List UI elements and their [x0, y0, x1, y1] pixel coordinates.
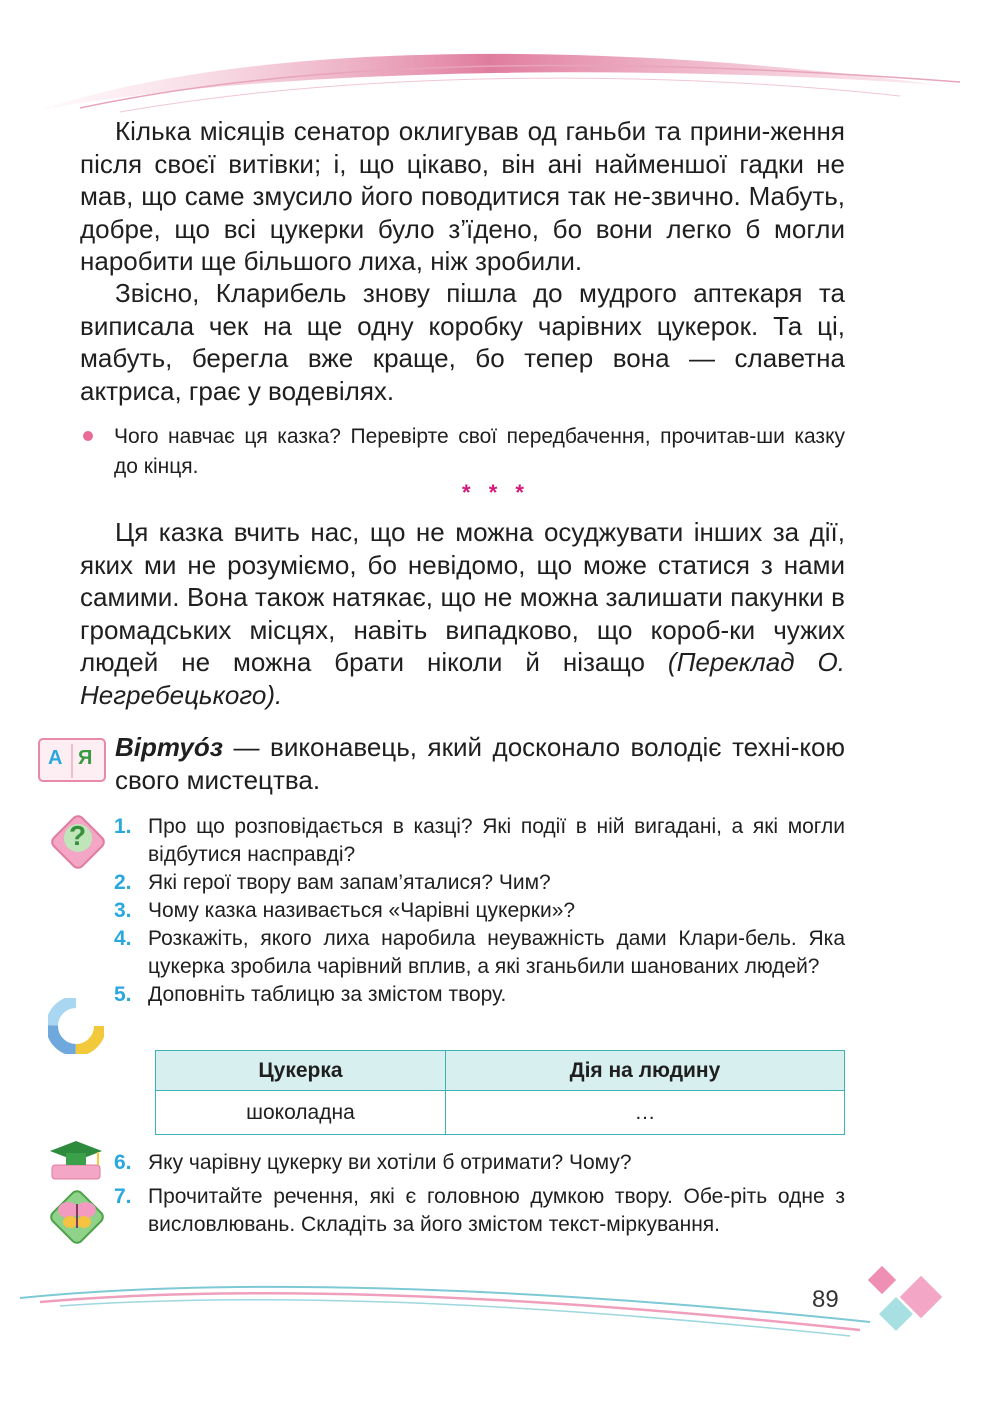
- vocabulary-term: Віртуóз: [115, 732, 223, 762]
- question-number: 5.: [114, 983, 132, 1006]
- dictionary-letter-ya: Я: [78, 747, 93, 769]
- question-text: Чому казка називається «Чарівні цукерки»?: [148, 899, 576, 922]
- bullet-question: [80, 422, 845, 482]
- bullet-text: Чого навчає ця казка? Перевірте свої передбачення, прочитав-ши казку до кінця.: [114, 425, 845, 478]
- translation-citation: (Переклад О. Негребецького).: [80, 647, 845, 710]
- question-mark: ?: [69, 820, 87, 851]
- question-item: [110, 897, 845, 925]
- bullet-dot-icon: [83, 431, 93, 441]
- question-number: 7.: [114, 1185, 132, 1208]
- question-icon: [48, 812, 108, 872]
- question-text: Розкажіть, якого лиха наробила неуважність дами Клари-бель. Яка цукерка зробила чарівний вплив, а які зганьбили шанованих людей?: [148, 927, 845, 978]
- bottom-swoosh-decoration: [0, 1270, 992, 1350]
- question-number: 1.: [114, 815, 132, 838]
- paragraph-1: Кілька місяців сенатор оклигував од ганьби та прини-ження після своєї витівки; і, що цікаво, він ані найменшої гадки не мав, що саме змусило його поводитися так не-звично. Мабуть, добре, що всі цукерки було з’їдено, бо вони легко б могли наробити ще більшого лиха, ніж зробили.: [80, 116, 845, 276]
- questions-list: [110, 813, 845, 1009]
- table-header-effect: Дія на людину: [445, 1051, 844, 1091]
- page-number: 89: [812, 1286, 839, 1313]
- dictionary-letter-a: А: [48, 747, 63, 769]
- vocabulary-definition: [115, 731, 845, 797]
- circle-task-icon: [48, 998, 104, 1054]
- question-number: 6.: [114, 1151, 132, 1174]
- question-item: [110, 1183, 845, 1239]
- butterfly-icon: [46, 1186, 108, 1248]
- question-number: 2.: [114, 871, 132, 894]
- dictionary-icon: [38, 738, 106, 782]
- graduation-cap-icon: [48, 1137, 106, 1185]
- question-number: 4.: [114, 927, 132, 950]
- paragraph-3-text: Ця казка вчить нас, що не можна осуджувати інших за дії, яких ми не розуміємо, бо невідомо, що може статися з нами самими. Вона також натякає, що не можна залишати пакунки в громадських місцях, навіть випадково, що короб-ки чужих людей не можна брати ніколи й нізащо: [80, 517, 845, 677]
- question-text: Які герої твору вам запам’яталися? Чим?: [148, 871, 551, 894]
- candy-table: [155, 1050, 845, 1135]
- question-number: 3.: [114, 899, 132, 922]
- table-header-row: [156, 1051, 845, 1091]
- question-text: Про що розповідається в казці? Які події в ній вигадані, а які могли відбутися насправді?: [148, 815, 845, 866]
- top-swoosh-decoration: [0, 0, 992, 130]
- question-item: [110, 925, 845, 981]
- question-item: [110, 981, 845, 1009]
- question-text: Доповніть таблицю за змістом твору.: [148, 983, 507, 1006]
- table-cell-effect: …: [445, 1091, 844, 1135]
- vocabulary-definition-text: — виконавець, який досконало володіє техні-кою свого мистецтва.: [115, 732, 845, 795]
- question-text: Яку чарівну цукерку ви хотіли б отримати? Чому?: [148, 1151, 632, 1174]
- table-header-candy: Цукерка: [156, 1051, 446, 1091]
- question-item: [110, 813, 845, 869]
- question-text: Прочитайте речення, які є головною думкою твору. Обе-ріть одне з висловлювань. Складіть за його змістом текст-міркування.: [148, 1185, 845, 1236]
- corner-diamonds-decoration: [862, 1262, 962, 1342]
- paragraph-2: Звісно, Кларибель знову пішла до мудрого аптекаря та виписала чек на ще одну коробку чарівних цукерок. Та ці, мабуть, берегла вже краще, бо тепер вона — славетна актриса, грає у водевілях.: [80, 278, 845, 406]
- question-item: [110, 869, 845, 897]
- questions-list-2: [110, 1149, 845, 1239]
- table-row: [156, 1091, 845, 1135]
- section-separator: * * *: [462, 480, 530, 505]
- question-item: [110, 1149, 845, 1177]
- paragraph-3: [80, 516, 845, 711]
- table-cell-candy: шоколадна: [156, 1091, 446, 1135]
